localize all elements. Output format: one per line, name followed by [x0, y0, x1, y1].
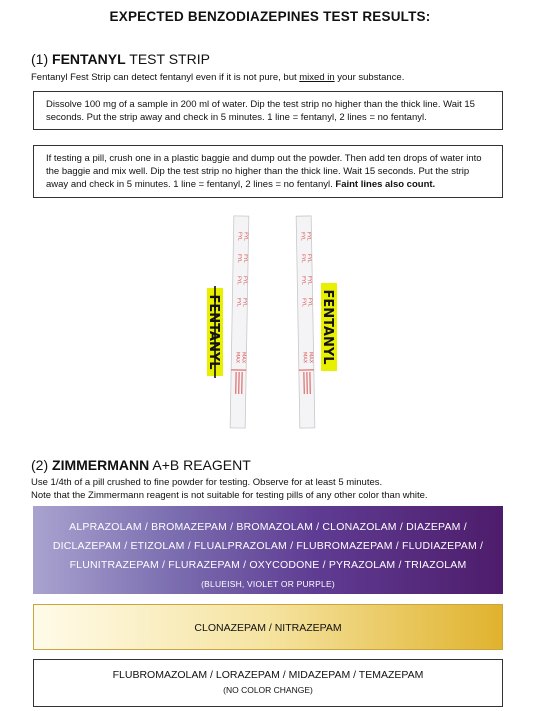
test-strips-figure — [195, 212, 345, 432]
strip-print: FYL — [305, 231, 312, 241]
yellow-result-panel — [33, 604, 503, 650]
no-change-result-line: FLUBROMAZOLAM / LORAZEPAM / MIDAZEPAM / TEMAZEPAM — [112, 669, 424, 681]
strip-print: FYL — [305, 253, 312, 263]
instructions-pill-bold: Faint lines also count. — [335, 179, 436, 190]
right-strip-label — [320, 283, 337, 371]
strip-print: FYL — [236, 231, 243, 241]
intro-underlined: mixed in — [299, 72, 335, 83]
section-1-number: (1) — [31, 51, 49, 67]
section-1-intro — [31, 71, 511, 84]
purple-result-panel — [33, 506, 503, 594]
strip-print: FYL — [299, 232, 306, 241]
strip-print: FYL — [236, 253, 243, 263]
instructions-powder: Dissolve 100 mg of a sample in 200 ml of water. Dip the test strip no higher than the thick line. Wait 15 seconds. Put the strip away and check in 5 minutes. 1 line = fentanyl, 2 lines = no fentanyl. — [46, 99, 475, 123]
strip-max: MAX — [234, 351, 241, 364]
section-1-heading — [31, 51, 210, 67]
yellow-result-line: CLONAZEPAM / NITRAZEPAM — [194, 622, 342, 634]
strip-print: FYL — [300, 298, 307, 307]
strip-max: MAX — [301, 351, 308, 364]
strip-print: FYL — [242, 232, 249, 241]
instructions-powder-box — [33, 91, 503, 130]
section-2-number: (2) — [31, 457, 49, 473]
purple-result-line: ALPRAZOLAM / BROMAZEPAM / BROMAZOLAM / CLONAZOLAM / DIAZEPAM / — [69, 521, 467, 533]
purple-result-line: FLUNITRAZEPAM / FLURAZEPAM / OXYCODONE / PYRAZOLAM / TRIAZOLAM — [69, 559, 467, 571]
left-strip-label — [206, 286, 223, 378]
strip-max: MAX — [240, 352, 247, 364]
section-1-suffix: TEST STRIP — [129, 51, 210, 67]
strip-print: FYL — [299, 254, 306, 263]
strip-print: FYL — [306, 275, 313, 285]
section-1-name: FENTANYL — [52, 51, 126, 67]
strip-print: FYL — [241, 298, 248, 307]
right-strip-label-text: FENTANYL — [320, 289, 335, 365]
strip-print: FYL — [235, 275, 242, 285]
instructions-pill: If testing a pill, crush one in a plastic baggie and dump out the powder. Then add ten drops of water into the baggie and mix well. Dip the test strip no higher than the thick line. Wait 15 seconds. Put the strip away and check in 5 minutes. 1 line = fentanyl, 2 lines = no fentanyl. — [46, 153, 482, 190]
instructions-pill-box — [33, 145, 503, 198]
strip-max: MAX — [307, 351, 314, 364]
section-2-name: ZIMMERMANN — [52, 457, 150, 473]
strip-print: FYL — [241, 276, 248, 285]
section-2-suffix: A+B REAGENT — [152, 457, 251, 473]
left-test-strip — [230, 216, 249, 428]
section-2-note-2: Note that the Zimmermann reagent is not suitable for testing pills of any other color than white. — [31, 490, 428, 501]
no-change-color-note: (NO COLOR CHANGE) — [223, 685, 313, 695]
strip-print: FYL — [300, 276, 307, 285]
section-2-note-1: Use 1/4th of a pill crushed to fine powder for testing. Observe for at least 5 minutes. — [31, 477, 383, 488]
right-test-strip — [296, 216, 315, 428]
strip-print: FYL — [235, 297, 242, 307]
page-title: EXPECTED BENZODIAZEPINES TEST RESULTS: — [109, 9, 431, 24]
no-change-result-panel — [33, 659, 503, 707]
section-2-heading — [31, 457, 251, 473]
intro-text: Fentanyl Fest Strip can detect fentanyl even if it is not pure, but — [31, 72, 300, 83]
intro-text-end: your substance. — [334, 72, 405, 83]
left-strip-label-text: FENTANYL — [206, 294, 221, 370]
strip-print: FYL — [242, 254, 249, 263]
purple-result-line: DICLAZEPAM / ETIZOLAM / FLUALPRAZOLAM / FLUBROMAZEPAM / FLUDIAZEPAM / — [52, 540, 484, 552]
purple-color-note: (BLUEISH, VIOLET OR PURPLE) — [201, 579, 335, 589]
strip-print: FYL — [306, 297, 313, 307]
